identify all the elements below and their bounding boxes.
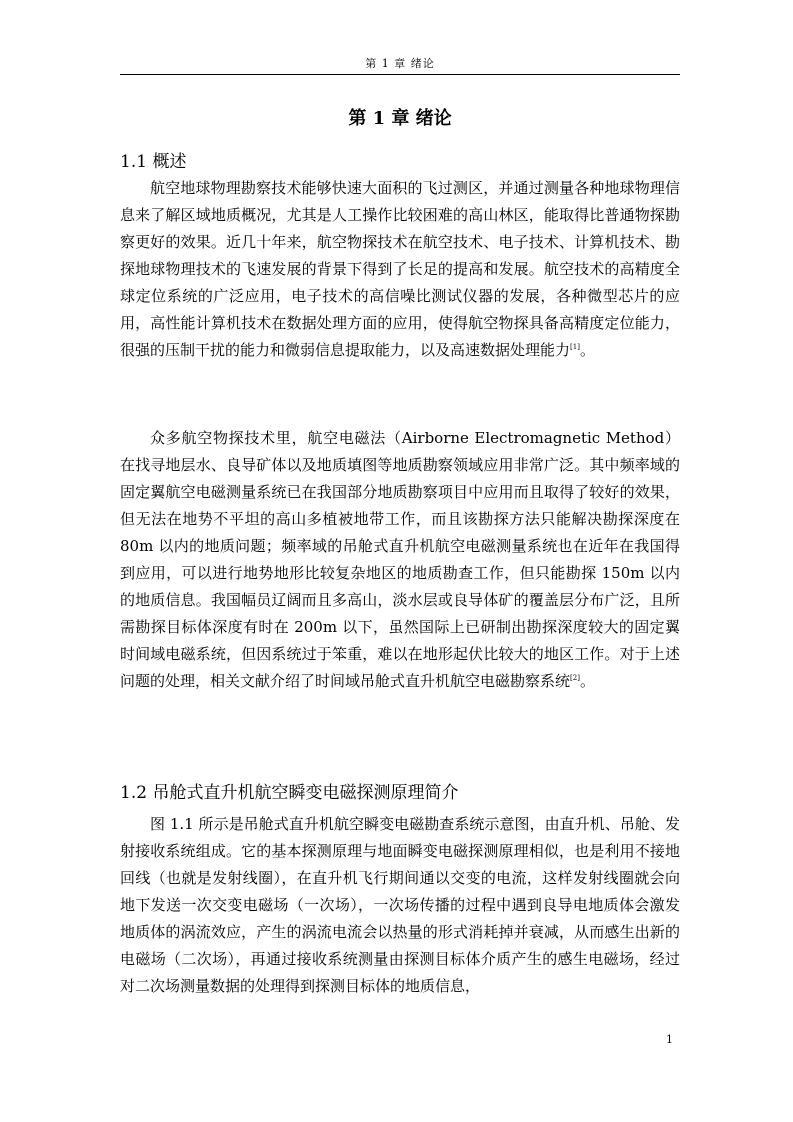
citation-marker[interactable]: [2] <box>570 674 580 682</box>
paragraph-overview-2 <box>120 425 680 695</box>
chapter-title: 第 1 章 绪论 <box>348 108 452 129</box>
section-heading-principle: 1.2 吊舱式直升机航空瞬变电磁探测原理简介 <box>120 783 459 803</box>
paragraph-text: 航空地球物理勘察技术能够快速大面积的飞过测区，并通过测量各种地球物理信息来了解区域地质概况，尤其是人工操作比较困难的高山林区，能取得比普通物探勘察更好的效果。近几十年来，航空物探技术在航空技术、电子技术、计算机技术、勘探地球物理技术的飞速发展的背景下得到了长足的提高和发展。航空技术的高精度全球定位系统的广泛应用，电子技术的高信噪比测试仪器的发展，各种微型芯片的应用，高性能计算机技术在数据处理方面的应用，使得航空物探具备高精度定位能力，很强的压制干扰的能力和微弱信息提取能力，以及高速数据处理能力 <box>120 179 680 359</box>
paragraph-overview-1 <box>120 175 680 364</box>
header-rule <box>120 74 680 75</box>
page-number: 1 <box>666 1033 673 1046</box>
running-header: 第 1 章 绪论 <box>365 57 435 70</box>
paragraph-end: 。 <box>579 672 595 690</box>
paragraph-text: 图 1.1 所示是吊舱式直升机航空瞬变电磁勘查系统示意图，由直升机、吊舱、发射接收系统组成。它的基本探测原理与地面瞬变电磁探测原理相似，也是利用不接地回线（也就是发射线圈），在直升机飞行期间通以交变的电流，这样发射线圈就会向地下发送一次交变电磁场（一次场），一次场传播的过程中遇到良导电地质体会激发地质体的涡流效应，产生的涡流电流会以热量的形式消耗掉并衰减，从而感生出新的电磁场（二次场），再通过接收系统测量由探测目标体介质产生的感生电磁场，经过对二次场测量数据的处理得到探测目标体的地质信息， <box>120 815 680 995</box>
citation-marker[interactable]: [1] <box>570 343 580 351</box>
section-heading-overview: 1.1 概述 <box>120 152 187 172</box>
paragraph-end: 。 <box>579 341 595 359</box>
paragraph-principle-1 <box>120 811 680 1000</box>
paragraph-text: 众多航空物探技术里，航空电磁法（Airborne Electromagnetic Method）在找寻地层水、良导矿体以及地质填图等地质勘察领域应用非常广泛。其中频率域的固定翼航空电磁测量系统已在我国部分地质勘察项目中应用而且取得了较好的效果，但无法在地势不平坦的高山多植被地带工作，而且该勘探方法只能解决勘探深度在 80m 以内的地质问题；频率域的吊舱式直升机航空电磁测量系统也在近年在我国得到应用，可以进行地势地形比较复杂地区的地质勘查工作，但只能勘探 150m 以内的地质信息。我国幅员辽阔而且多高山，淡水层或良导体矿的覆盖层分布广泛，且所需勘探目标体深度有时在 200m 以下，虽然国际上已研制出勘探深度较大的固定翼时间域电磁系统，但因系统过于笨重，难以在地形起伏比较大的地区工作。对于上述问题的处理，相关文献介绍了时间域吊舱式直升机航空电磁勘察系统 <box>120 429 680 690</box>
